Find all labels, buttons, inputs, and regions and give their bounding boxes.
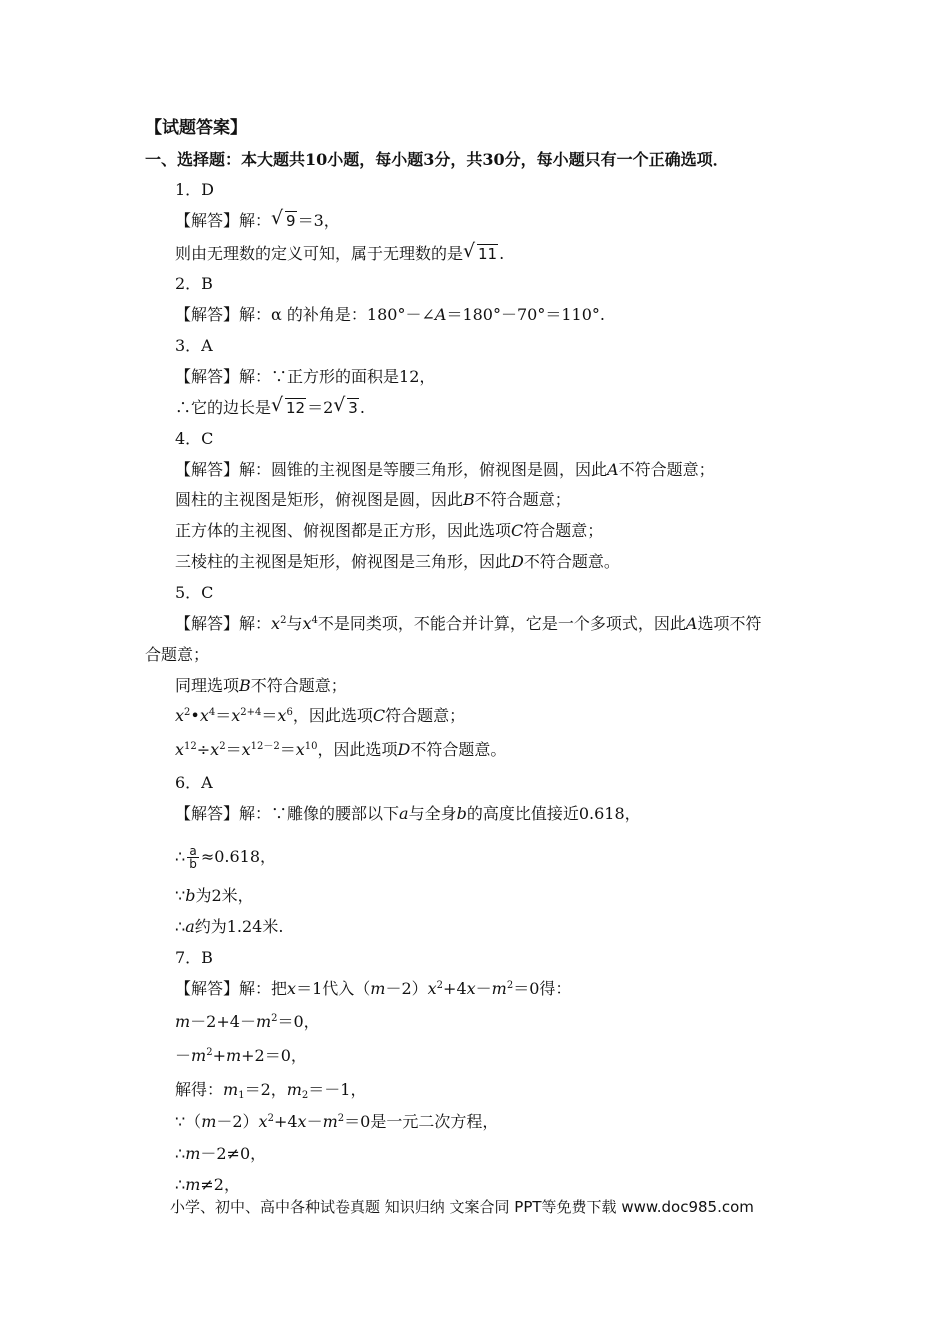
q5-line1: 【解答】解：$x^2$与$x^4$不是同类项，不能合并计算，它是一个多项式，因此A选项不符 xyxy=(175,614,762,633)
answer-title: 【试题答案】 xyxy=(145,118,247,138)
q7-label: 7．B xyxy=(175,948,213,967)
q3-line2: ∴它的边长是√ 12 ＝2√ 3 . xyxy=(175,398,365,418)
q3-label: 3．A xyxy=(175,336,213,355)
q5-line2: 同理选项B不符合题意； xyxy=(175,676,347,695)
q4-line4: 三棱柱的主视图是矩形，俯视图是三角形，因此D不符合题意。 xyxy=(175,552,620,571)
q6-label: 6．A xyxy=(175,773,213,792)
q2-line1: 【解答】解：α 的补角是：180°－∠A＝180°－70°＝110°. xyxy=(175,305,605,324)
q4-line3: 正方体的主视图、俯视图都是正方形，因此选项C符合题意； xyxy=(175,521,604,540)
q5-line1-wrap: 合题意； xyxy=(145,645,210,664)
q7-line4: 解得：$m_1=2$，$m_2=-1$， xyxy=(175,1080,367,1101)
q7-line2: $m-2+4-m^2=0$， xyxy=(175,1012,320,1031)
q3-line1: 【解答】解：∵正方形的面积是12， xyxy=(175,367,436,386)
footer-banner: 小学、初中、高中各种试卷真题 知识归纳 文案合同 PPT等免费下载 www.doc985.com xyxy=(170,1198,754,1216)
q4-label: 4．C xyxy=(175,429,214,448)
q1-line2: 则由无理数的定义可知，属于无理数的是√ 11 . xyxy=(175,244,504,264)
q6-line4: ∴a约为1.24米. xyxy=(175,917,284,936)
sqrt-9: √ 9 xyxy=(271,211,297,231)
q1-label: 1．D xyxy=(175,180,215,199)
q5-label: 5．C xyxy=(175,583,214,602)
fraction-a-over-b: $\frac{a}{b}$ xyxy=(189,844,197,871)
q7-line6: ∴m－2≠0， xyxy=(175,1144,267,1163)
q7-line7: ∴m≠2， xyxy=(175,1175,240,1194)
q1-line1: 【解答】解：√ 9 ＝3， xyxy=(175,211,340,231)
sqrt-11: √ 11 xyxy=(463,244,498,264)
q7-line5: $\because(m-2)x^2+4x-m^2=0$是一元二次方程， xyxy=(175,1112,499,1131)
q6-line2: ∴ $\frac{a}{b}$ ≈0.618， xyxy=(175,844,277,871)
q6-line3: ∵b为2米， xyxy=(175,886,254,905)
sqrt-12: √ 12 xyxy=(271,398,306,418)
section-heading: 一、选择题：本大题共10小题，每小题3分，共30分，每小题只有一个正确选项． xyxy=(145,150,729,169)
q4-line2: 圆柱的主视图是矩形，俯视图是圆，因此B不符合题意； xyxy=(175,490,571,509)
sqrt-3: √ 3 xyxy=(333,398,359,418)
q6-line1: 【解答】解：∵雕像的腰部以下a与全身b的高度比值接近0.618， xyxy=(175,804,641,823)
q7-line3: $-m^2+m+2=0$， xyxy=(175,1046,307,1065)
q4-line1: 【解答】解：圆锥的主视图是等腰三角形，俯视图是圆，因此A不符合题意； xyxy=(175,460,715,479)
q7-line1: 【解答】解：把x＝1代入$(m-2)x^2+4x-m^2=0$得： xyxy=(175,979,572,998)
q5-line3: $x^2•x^4=x^{2+4}=x^6$，因此选项C符合题意； xyxy=(175,706,466,725)
q2-label: 2．B xyxy=(175,274,213,293)
q5-line4: $x^{12}\div x^2=x^{12-2}=x^{10}$，因此选项D不符合题意。 xyxy=(175,740,507,759)
